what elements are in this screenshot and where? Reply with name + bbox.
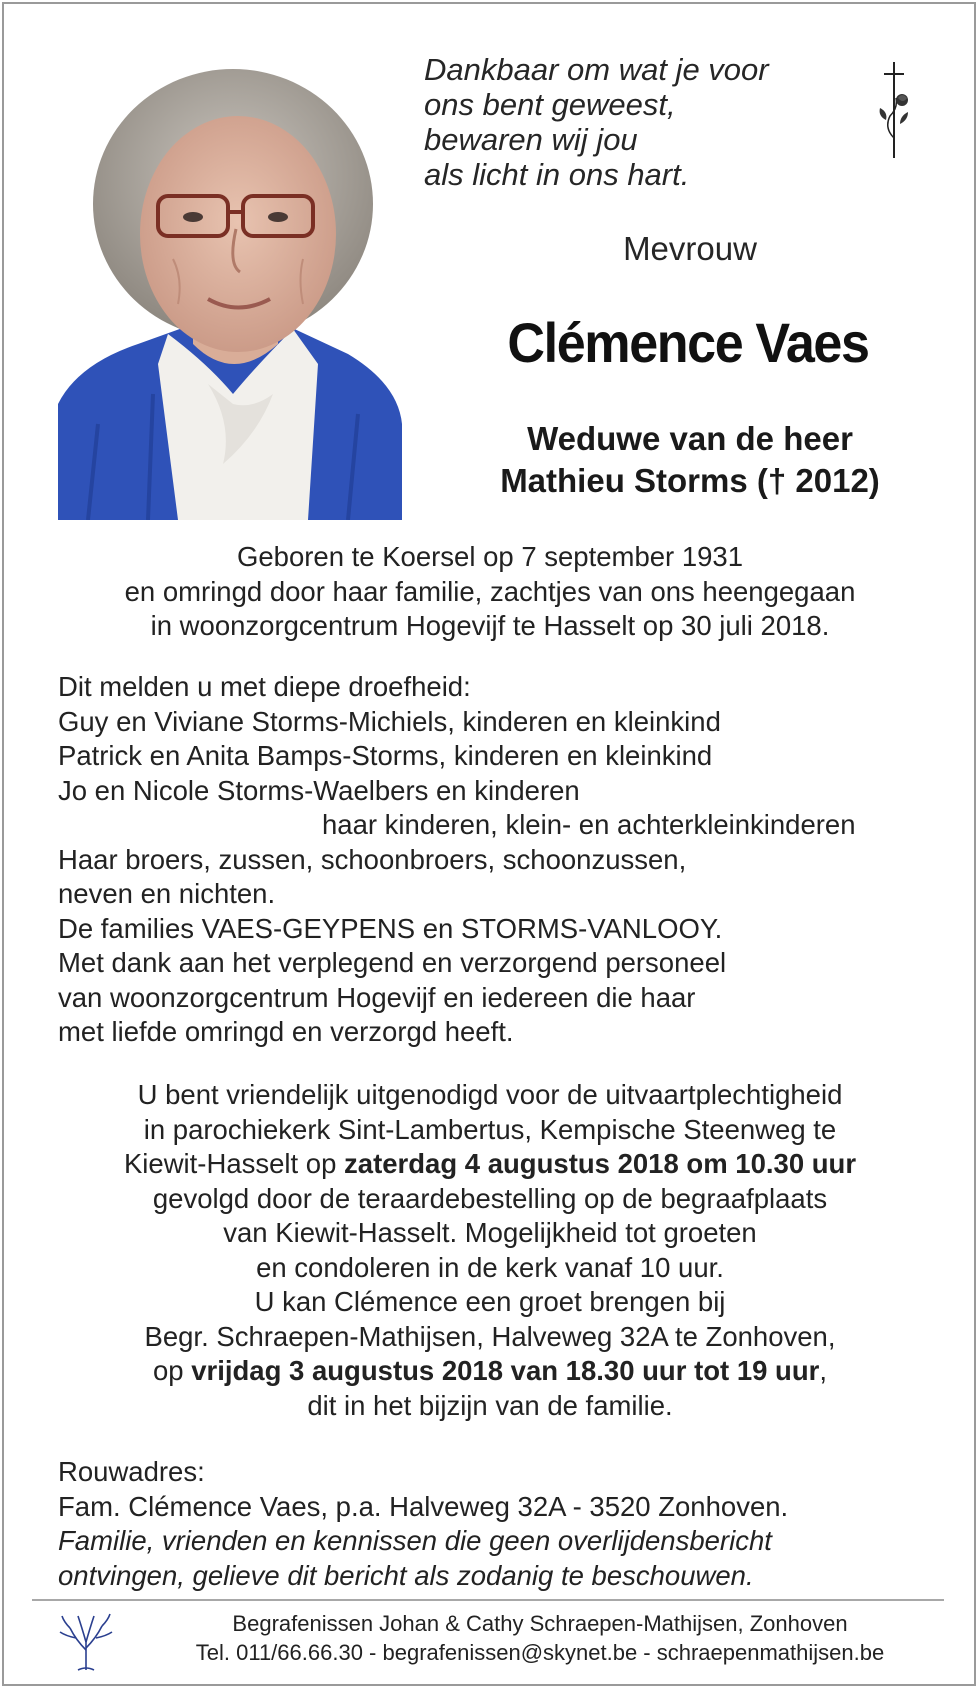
text-line: dit in het bijzijn van de familie. [307, 1389, 673, 1421]
mourner-line: De families VAES-GEYPENS en STORMS-VANLOOY. [58, 912, 723, 944]
address-line: Fam. Clémence Vaes, p.a. Halveweg 32A - 3520 Zonhoven. [58, 1490, 789, 1522]
mourner-line: van woonzorgcentrum Hogevijf en iedereen die haar [58, 981, 696, 1013]
undertaker-info [110, 1609, 970, 1667]
text-line: in woonzorgcentrum Hogevijf te Hasselt op 30 juli 2018. [150, 610, 830, 641]
text-line: U bent vriendelijk uitgenodigd voor de uitvaartplechtigheid [137, 1079, 843, 1110]
mourner-line: neven en nichten. [58, 878, 276, 909]
address-label: Rouwadres: [58, 1456, 205, 1487]
text-line: gevolgd door de teraardebestelling op de begraafplaats [152, 1182, 828, 1214]
visitation-datetime: vrijdag 3 augustus 2018 van 18.30 uur tot 19 uur [191, 1355, 820, 1386]
mourners-intro: Dit melden u met diepe droefheid: [58, 671, 471, 702]
mourner-line: haar kinderen, klein- en achterkleinkinderen [322, 809, 856, 840]
widow-line: Weduwe van de heer [527, 420, 853, 457]
text-line: en omringd door haar familie, zachtjes van ons heengegaan [124, 575, 856, 607]
deceased-name: Clémence Vaes [507, 311, 869, 374]
divider [32, 1599, 944, 1601]
mourners-list [58, 670, 958, 1050]
undertaker-line: Begrafenissen Johan & Cathy Schraepen-Mathijsen, Zonhoven [232, 1611, 848, 1636]
text-line: U kan Clémence een groet brengen bij [254, 1286, 726, 1317]
mourner-line: Patrick en Anita Bamps-Storms, kinderen en kleinkind [58, 740, 713, 771]
salutation: Mevrouw [623, 230, 757, 267]
undertaker-line: Tel. 011/66.66.30 - begrafenissen@skynet.be - schraepenmathijsen.be [195, 1640, 885, 1665]
address-note: ontvingen, gelieve dit bericht als zodanig te beschouwen. [58, 1559, 754, 1591]
text-line [30, 1354, 950, 1389]
portrait-photo [58, 64, 402, 520]
mourner-line: met liefde omringd en verzorgd heeft. [58, 1016, 514, 1047]
ceremony-text [30, 1078, 950, 1423]
text-part: Kiewit-Hasselt op [123, 1148, 345, 1179]
text-part: op [152, 1355, 192, 1386]
cross-with-rose-icon [870, 58, 920, 162]
text-line: Begr. Schraepen-Mathijsen, Halveweg 32A te Zonhoven, [144, 1320, 836, 1352]
funeral-datetime: zaterdag 4 augustus 2018 om 10.30 uur [344, 1148, 857, 1179]
mourner-line: Jo en Nicole Storms-Waelbers en kinderen [58, 774, 580, 806]
text-line: van Kiewit-Hasselt. Mogelijkheid tot groeten [223, 1217, 757, 1248]
text-line: en condoleren in de kerk vanaf 10 uur. [256, 1251, 724, 1283]
mourner-line: Guy en Viviane Storms-Michiels, kinderen en kleinkind [58, 705, 721, 737]
mourner-line: Met dank aan het verplegend en verzorgend personeel [58, 947, 727, 978]
poem-line: bewaren wij jou [424, 122, 638, 157]
mourning-address [58, 1455, 958, 1593]
tree-logo-icon [56, 1610, 116, 1672]
poem [424, 52, 824, 192]
widow-line: Mathieu Storms († 2012) [500, 462, 880, 499]
address-note: Familie, vrienden en kennissen die geen overlijdensbericht [58, 1525, 772, 1556]
poem-line: als licht in ons hart. [424, 157, 690, 192]
poem-line: Dankbaar om wat je voor [424, 52, 769, 87]
text-line: Geboren te Koersel op 7 september 1931 [236, 541, 744, 572]
text-part: , [819, 1355, 827, 1386]
text-line [30, 1147, 950, 1182]
text-line: in parochiekerk Sint-Lambertus, Kempische Steenweg te [143, 1113, 837, 1145]
poem-line: ons bent geweest, [424, 87, 676, 122]
widow-of [430, 418, 950, 502]
birth-death-text [30, 540, 950, 644]
mourner-line: Haar broers, zussen, schoonbroers, schoonzussen, [58, 843, 687, 875]
